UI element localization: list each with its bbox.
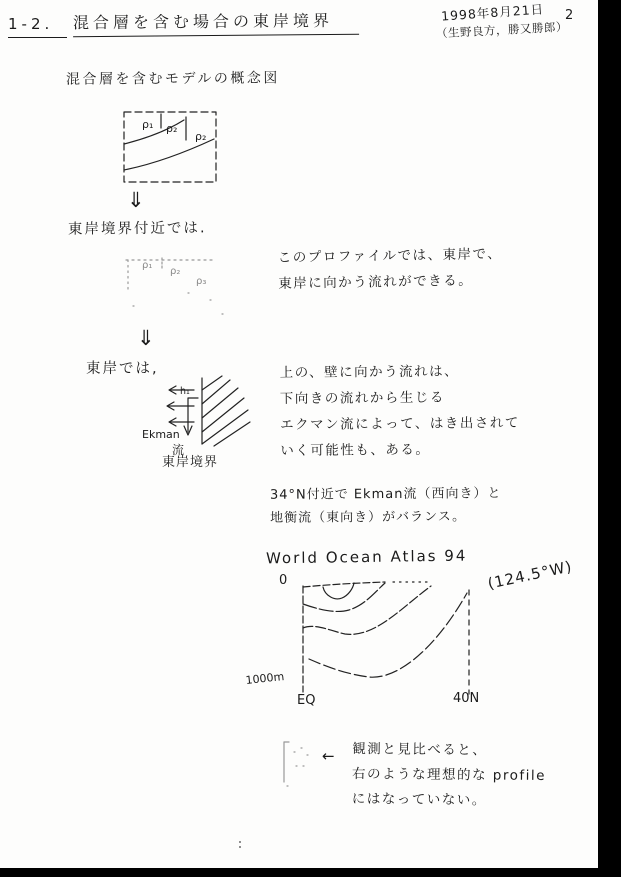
- down-arrow-icon: ⇓: [137, 326, 155, 350]
- profile-note-line-1: このプロファイルでは、東岸で、: [277, 246, 503, 266]
- bottom-depth-label: 1000m: [244, 670, 285, 687]
- scan-artifact: [239, 841, 242, 848]
- latitude-40n-label: 40N: [453, 691, 480, 706]
- sketch-label-rho1: ρ₁: [142, 260, 153, 271]
- sketch-label-rho2: ρ₂: [170, 266, 181, 277]
- scan-edge-bottom: [0, 868, 621, 877]
- near-boundary-heading: 東岸境界付近では.: [67, 220, 207, 238]
- density-label-rho2: ρ₂: [166, 122, 178, 135]
- isopycnal-3: [309, 593, 467, 677]
- page-title: 混合層を含む場合の東岸境界: [73, 11, 359, 38]
- layer-thickness-label: h₁: [180, 386, 190, 397]
- observation-note-line-2: 右のような理想的な profile: [351, 765, 547, 785]
- surface-depth-label: 0: [279, 573, 288, 588]
- wall-hatching: [202, 376, 250, 446]
- ekman-note-line-1: 上の、壁に向かう流れは、: [279, 363, 460, 382]
- ekman-note-line-3: エクマン流によって、はき出されて: [280, 414, 520, 434]
- westward-arrow-3: [169, 418, 194, 426]
- concept-diagram: [114, 104, 229, 199]
- concept-caption: 混合層を含むモデルの概念図: [65, 70, 280, 88]
- observation-note-line-3: にはなっていない。: [351, 790, 487, 809]
- wall-diagram: [142, 376, 267, 476]
- eastern-boundary-label: 東岸境界: [162, 455, 219, 470]
- credit: （生野良方，勝又勝郎）: [435, 19, 569, 41]
- profile-note-line-2: 東岸に向かう流れができる。: [278, 272, 474, 292]
- westward-arrow-2: [167, 402, 194, 410]
- observation-note-line-1: 観測と見比べると、: [352, 740, 488, 759]
- ekman-note-line-4: いく可能性も、ある。: [280, 441, 431, 460]
- balance-note-line-2: 地衡流（東向き）がバランス。: [270, 509, 467, 526]
- scan-edge-right: [598, 0, 621, 877]
- interface-curve-lower: [124, 139, 214, 170]
- sketch-stray-marks: [133, 293, 223, 314]
- at-boundary-heading: 東岸では,: [86, 361, 159, 377]
- downwelling-arrow: [184, 398, 198, 435]
- down-arrow-icon: ⇓: [127, 188, 145, 212]
- profile-note: [278, 241, 503, 297]
- longitude-annotation: (124.5°W): [486, 557, 574, 593]
- ekman-flow-kanji: 流: [172, 443, 185, 457]
- sketch-label-rho3: ρ₃: [196, 276, 207, 287]
- ekman-flow-label: Ekman: [142, 428, 180, 441]
- date: 1998年8月21日: [440, 1, 545, 24]
- balance-note-line-1: 34°N付近で Ekman流（西向き）と: [269, 486, 502, 503]
- section-number: 1-2.: [8, 15, 67, 38]
- pointer-arrow-icon: ←: [322, 747, 335, 765]
- density-label-rho2b: ρ₂: [195, 130, 207, 143]
- page-number: 2: [565, 8, 574, 23]
- woa-section-plot: [245, 566, 500, 714]
- density-label-rho1: ρ₁: [142, 118, 154, 131]
- equator-tick-label: EQ: [297, 693, 316, 708]
- surface-line: [303, 582, 385, 587]
- mini-profile-sketch: [272, 736, 322, 794]
- balance-note: [270, 482, 502, 530]
- woa-title: World Ocean Atlas 94: [265, 546, 468, 568]
- faint-profile-sketch: [118, 248, 258, 330]
- ekman-note-line-2: 下向きの流れから生じる: [279, 389, 445, 408]
- ekman-note: [280, 358, 521, 464]
- mini-sketch-dots: [287, 748, 308, 786]
- observation-note: [352, 737, 547, 814]
